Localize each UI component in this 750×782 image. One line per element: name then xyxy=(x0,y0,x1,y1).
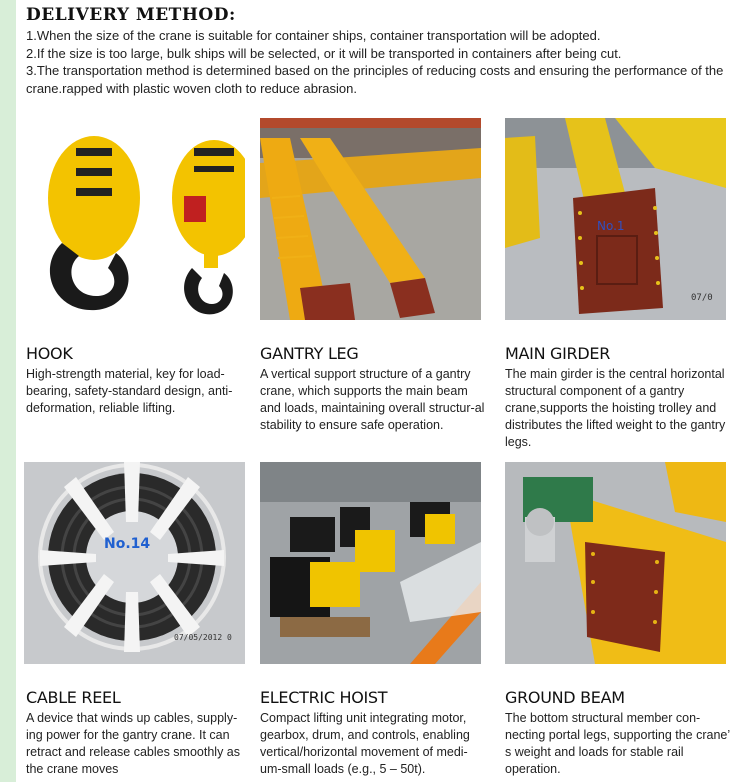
ground-beam-photo xyxy=(505,462,726,664)
main-girder-description: The main girder is the central horizontal structural component of a gantry crane,supports the hoisting trolley and distributes the lifted weight to the gantry legs. xyxy=(505,367,726,449)
cable-reel-photo xyxy=(24,462,245,664)
gantry-leg-description: A vertical support structure of a gantry crane, which supports the main beam and loads, maintaining overall structur-al stability to ensure safe operation. xyxy=(260,367,485,432)
left-accent-strip xyxy=(0,0,16,782)
cable-reel-title: CABLE REEL xyxy=(26,688,121,707)
electric-hoist-description: Compact lifting unit integrating motor, gearbox, drum, and controls, enabling vertical/horizontal movement of medi-um-small loads (e.g., 5 – 50t). xyxy=(260,711,470,776)
reel-photo-date: 07/05/2012 0 xyxy=(174,633,232,642)
ground-beam-description: The bottom structural member con-necting portal legs, supporting the crane’ s weight and loads for stable rail operation. xyxy=(505,711,730,776)
girder-photo-date: 07/0 xyxy=(691,293,713,303)
reel-marking: No.14 xyxy=(104,536,151,552)
main-girder-photo xyxy=(505,118,726,320)
electric-hoist-title: ELECTRIC HOIST xyxy=(260,688,388,707)
delivery-text xyxy=(26,27,741,97)
main-girder-title: MAIN GIRDER xyxy=(505,344,611,363)
girder-marking: No.1 xyxy=(597,219,625,233)
electric-hoist-photo xyxy=(260,462,481,664)
delivery-heading: DELIVERY METHOD: xyxy=(26,5,236,25)
delivery-line-1: 1.When the size of the crane is suitable for container ships, container transportation will be adopted. xyxy=(26,28,601,43)
delivery-line-3: 3.The transportation method is determined based on the principles of reducing costs and ensuring the performance of the crane.rapped with plastic woven cloth to reduce abrasion. xyxy=(26,63,724,96)
hook-photo xyxy=(24,118,245,320)
delivery-line-2: 2.If the size is too large, bulk ships will be selected, or it will be transported in containers after being cut. xyxy=(26,45,622,61)
ground-beam-title: GROUND BEAM xyxy=(505,688,625,707)
hook-title: HOOK xyxy=(26,344,73,363)
gantry-leg-title: GANTRY LEG xyxy=(260,344,359,363)
cable-reel-description: A device that winds up cables, supply-ing power for the gantry crane. It can retract and release cables smoothly as the crane moves xyxy=(26,711,240,776)
gantry-leg-photo xyxy=(260,118,481,320)
hook-description: High-strength material, key for load-bearing, safety-standard design, anti-deformation, reliable lifting. xyxy=(26,367,233,415)
